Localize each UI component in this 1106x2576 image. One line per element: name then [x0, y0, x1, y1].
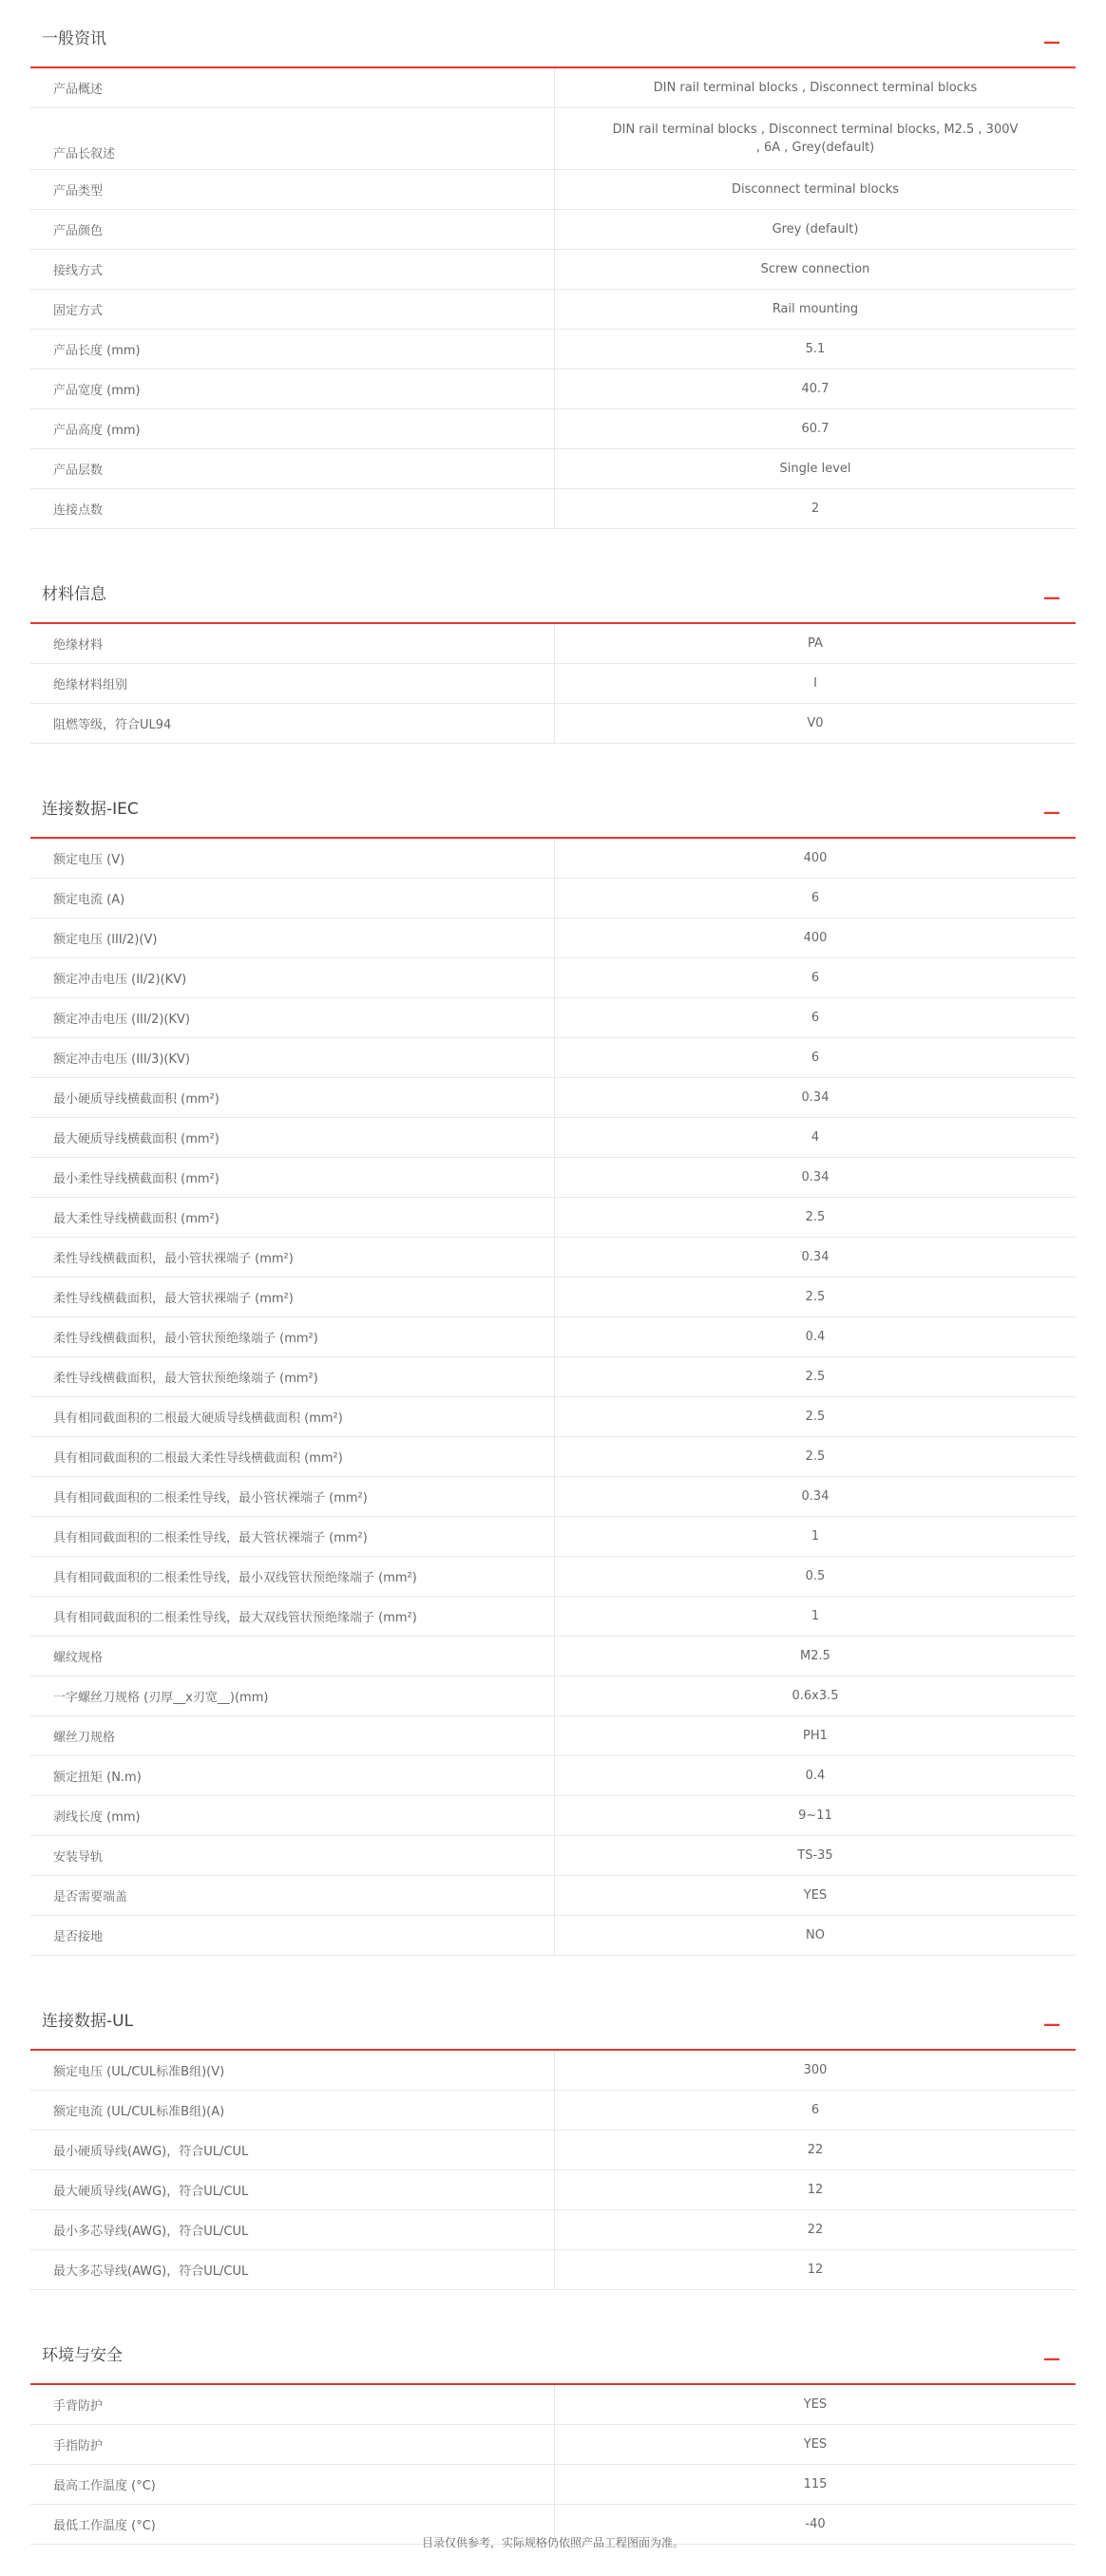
spec-key: 具有相同截面积的二根最大柔性导线横截面积 (mm²) — [30, 1437, 555, 1477]
collapse-toggle-icon[interactable]: — — [1043, 32, 1060, 52]
table-row — [30, 919, 1076, 958]
spec-value: 0.5 — [555, 1557, 1077, 1597]
table-row — [30, 1198, 1076, 1238]
collapse-toggle-icon[interactable]: — — [1043, 2015, 1060, 2035]
spec-key: 是否需要端盖 — [30, 1876, 555, 1916]
table-row — [30, 210, 1076, 250]
spec-value: -40 — [555, 2505, 1077, 2545]
spec-table — [30, 68, 1076, 529]
table-row — [30, 958, 1076, 998]
spec-value: PH1 — [555, 1716, 1077, 1756]
spec-key: 具有相同截面积的二根柔性导线，最小管状裸端子 (mm²) — [30, 1477, 555, 1517]
table-row — [30, 1916, 1076, 1956]
spec-value: V0 — [555, 704, 1077, 744]
spec-key: 最大硬质导线横截面积 (mm²) — [30, 1118, 555, 1158]
spec-key: 绝缘材料 — [30, 624, 555, 664]
spec-value: TS-35 — [555, 1836, 1077, 1876]
spec-key: 产品长度 (mm) — [30, 330, 555, 369]
section-header — [30, 770, 1076, 839]
spec-key: 额定冲击电压 (III/3)(KV) — [30, 1038, 555, 1078]
table-row — [30, 1517, 1076, 1557]
spec-key: 螺纹规格 — [30, 1637, 555, 1676]
spec-key: 柔性导线横截面积，最小管状预绝缘端子 (mm²) — [30, 1317, 555, 1357]
section-header — [30, 556, 1076, 624]
spec-key: 产品概述 — [30, 68, 555, 108]
spec-value: 22 — [555, 2210, 1077, 2250]
spec-key: 具有相同截面积的二根柔性导线，最小双线管状预绝缘端子 (mm²) — [30, 1557, 555, 1597]
table-row — [30, 664, 1076, 704]
table-row — [30, 1676, 1076, 1716]
spec-key: 是否接地 — [30, 1916, 555, 1956]
spec-key: 螺丝刀规格 — [30, 1716, 555, 1756]
table-row — [30, 1796, 1076, 1836]
spec-key: 最大硬质导线(AWG)，符合UL/CUL — [30, 2170, 555, 2210]
table-row — [30, 879, 1076, 919]
table-row — [30, 1038, 1076, 1078]
collapse-toggle-icon[interactable]: — — [1043, 2349, 1060, 2369]
spec-value: YES — [555, 2425, 1077, 2465]
spec-value: 1 — [555, 1517, 1077, 1557]
spec-key: 额定电流 (A) — [30, 879, 555, 919]
spec-value: 2.5 — [555, 1397, 1077, 1437]
table-row — [30, 1397, 1076, 1437]
table-row — [30, 1716, 1076, 1756]
spec-value: 2.5 — [555, 1437, 1077, 1477]
spec-value: 5.1 — [555, 330, 1077, 369]
table-row — [30, 409, 1076, 449]
section-title: 一般资讯 — [42, 29, 106, 48]
section-environment-safety — [30, 2317, 1076, 2545]
spec-key: 产品高度 (mm) — [30, 409, 555, 449]
spec-key: 最小多芯导线(AWG)，符合UL/CUL — [30, 2210, 555, 2250]
spec-value: 400 — [555, 919, 1077, 958]
table-row — [30, 170, 1076, 210]
spec-value: I — [555, 664, 1077, 704]
spec-table — [30, 2385, 1076, 2545]
spec-key: 额定冲击电压 (II/2)(KV) — [30, 958, 555, 998]
spec-value: 9~11 — [555, 1796, 1077, 1836]
table-row — [30, 2250, 1076, 2290]
spec-table — [30, 2051, 1076, 2290]
section-header — [30, 1982, 1076, 2051]
table-row — [30, 369, 1076, 409]
collapse-toggle-icon[interactable]: — — [1043, 803, 1060, 823]
spec-key: 固定方式 — [30, 290, 555, 330]
table-row — [30, 1876, 1076, 1916]
spec-value: 0.34 — [555, 1078, 1077, 1118]
spec-key: 具有相同截面积的二根柔性导线，最大双线管状预绝缘端子 (mm²) — [30, 1597, 555, 1637]
table-row — [30, 1597, 1076, 1637]
spec-value: 400 — [555, 839, 1077, 879]
spec-value: 6 — [555, 879, 1077, 919]
section-connection-iec — [30, 770, 1076, 1956]
table-row — [30, 1557, 1076, 1597]
table-row — [30, 1158, 1076, 1198]
spec-key: 连接点数 — [30, 489, 555, 529]
spec-key: 最大柔性导线横截面积 (mm²) — [30, 1198, 555, 1238]
table-row — [30, 2465, 1076, 2505]
table-row — [30, 839, 1076, 879]
footer-disclaimer: 目录仅供参考，实际规格仍依照产品工程图面为准。 — [421, 2536, 684, 2549]
section-general-info — [30, 0, 1076, 529]
spec-value: 0.4 — [555, 1317, 1077, 1357]
spec-value: 4 — [555, 1118, 1077, 1158]
spec-value: 2.5 — [555, 1198, 1077, 1238]
spec-key: 柔性导线横截面积，最大管状裸端子 (mm²) — [30, 1278, 555, 1317]
spec-table — [30, 624, 1076, 744]
spec-key: 产品宽度 (mm) — [30, 369, 555, 409]
table-row — [30, 250, 1076, 290]
table-row — [30, 2425, 1076, 2465]
table-row — [30, 2131, 1076, 2170]
spec-key: 阻燃等级，符合UL94 — [30, 704, 555, 744]
section-title: 连接数据-UL — [42, 2012, 134, 2031]
table-row — [30, 1637, 1076, 1676]
spec-value: 6 — [555, 2091, 1077, 2131]
spec-key: 柔性导线横截面积，最大管状预绝缘端子 (mm²) — [30, 1357, 555, 1397]
table-row — [30, 330, 1076, 369]
spec-table — [30, 839, 1076, 1956]
table-row — [30, 1437, 1076, 1477]
spec-value: 1 — [555, 1597, 1077, 1637]
table-row — [30, 1756, 1076, 1796]
spec-key: 额定冲击电压 (III/2)(KV) — [30, 998, 555, 1038]
spec-key: 最大多芯导线(AWG)，符合UL/CUL — [30, 2250, 555, 2290]
spec-value: DIN rail terminal blocks , Disconnect terminal blocks — [555, 68, 1077, 108]
spec-key: 具有相同截面积的二根柔性导线，最大管状裸端子 (mm²) — [30, 1517, 555, 1557]
spec-key: 柔性导线横截面积，最小管状裸端子 (mm²) — [30, 1238, 555, 1278]
spec-key: 安装导轨 — [30, 1836, 555, 1876]
table-row — [30, 2170, 1076, 2210]
section-title: 环境与安全 — [42, 2346, 123, 2365]
spec-value: 6 — [555, 998, 1077, 1038]
spec-key: 最小硬质导线(AWG)，符合UL/CUL — [30, 2131, 555, 2170]
table-row — [30, 449, 1076, 489]
collapse-toggle-icon[interactable]: — — [1043, 588, 1060, 608]
spec-key: 绝缘材料组别 — [30, 664, 555, 704]
spec-value: YES — [555, 2385, 1077, 2425]
section-title: 材料信息 — [42, 585, 106, 604]
table-row — [30, 108, 1076, 170]
table-row — [30, 1317, 1076, 1357]
section-header — [30, 0, 1076, 68]
spec-value: DIN rail terminal blocks , Disconnect terminal blocks, M2.5 , 300V , 6A , Grey(default) — [555, 108, 1077, 170]
spec-key: 接线方式 — [30, 250, 555, 290]
section-material-info — [30, 556, 1076, 744]
table-row — [30, 1118, 1076, 1158]
table-row — [30, 624, 1076, 664]
table-row — [30, 2385, 1076, 2425]
spec-key: 手指防护 — [30, 2425, 555, 2465]
section-header — [30, 2317, 1076, 2385]
spec-key: 额定电压 (V) — [30, 839, 555, 879]
spec-key: 最小硬质导线横截面积 (mm²) — [30, 1078, 555, 1118]
spec-key: 具有相同截面积的二根最大硬质导线横截面积 (mm²) — [30, 1397, 555, 1437]
section-title: 连接数据-IEC — [42, 800, 139, 819]
spec-key: 最小柔性导线横截面积 (mm²) — [30, 1158, 555, 1198]
spec-value: 115 — [555, 2465, 1077, 2505]
table-row — [30, 1357, 1076, 1397]
spec-value: Screw connection — [555, 250, 1077, 290]
spec-value: 2.5 — [555, 1278, 1077, 1317]
table-row — [30, 1278, 1076, 1317]
spec-value: 0.6x3.5 — [555, 1676, 1077, 1716]
spec-value: 0.34 — [555, 1477, 1077, 1517]
table-row — [30, 1477, 1076, 1517]
spec-value: 300 — [555, 2051, 1077, 2091]
section-connection-ul — [30, 1982, 1076, 2290]
spec-value: 40.7 — [555, 369, 1077, 409]
table-row — [30, 2210, 1076, 2250]
spec-value: 6 — [555, 1038, 1077, 1078]
spec-key: 手背防护 — [30, 2385, 555, 2425]
spec-key: 一字螺丝刀规格 (刃厚__x刃宽__)(mm) — [30, 1676, 555, 1716]
spec-key: 最高工作温度 (°C) — [30, 2465, 555, 2505]
spec-key: 剥线长度 (mm) — [30, 1796, 555, 1836]
spec-key: 额定电压 (UL/CUL标准B组)(V) — [30, 2051, 555, 2091]
spec-key: 额定电流 (UL/CUL标准B组)(A) — [30, 2091, 555, 2131]
spec-value: 0.34 — [555, 1158, 1077, 1198]
spec-key: 最低工作温度 (°C) — [30, 2505, 555, 2545]
spec-value: 60.7 — [555, 409, 1077, 449]
spec-value: 6 — [555, 958, 1077, 998]
spec-value: 22 — [555, 2131, 1077, 2170]
table-row — [30, 489, 1076, 529]
spec-key: 额定扭矩 (N.m) — [30, 1756, 555, 1796]
table-row — [30, 2091, 1076, 2131]
table-row — [30, 2051, 1076, 2091]
table-row — [30, 290, 1076, 330]
spec-page — [30, 0, 1076, 2571]
spec-value: YES — [555, 1876, 1077, 1916]
spec-value: 12 — [555, 2170, 1077, 2210]
spec-key: 产品长叙述 — [30, 108, 555, 170]
table-row — [30, 1238, 1076, 1278]
table-row — [30, 68, 1076, 108]
spec-value: Grey (default) — [555, 210, 1077, 250]
spec-value: PA — [555, 624, 1077, 664]
spec-value: 0.34 — [555, 1238, 1077, 1278]
spec-value: 12 — [555, 2250, 1077, 2290]
spec-key: 产品层数 — [30, 449, 555, 489]
spec-value: NO — [555, 1916, 1077, 1956]
table-row — [30, 1836, 1076, 1876]
spec-value: Single level — [555, 449, 1077, 489]
table-row — [30, 998, 1076, 1038]
spec-key: 额定电压 (III/2)(V) — [30, 919, 555, 958]
table-row — [30, 704, 1076, 744]
spec-value: M2.5 — [555, 1637, 1077, 1676]
spec-key: 产品类型 — [30, 170, 555, 210]
spec-value: 2 — [555, 489, 1077, 529]
spec-key: 产品颜色 — [30, 210, 555, 250]
spec-value: Rail mounting — [555, 290, 1077, 330]
spec-value: 2.5 — [555, 1357, 1077, 1397]
spec-value: Disconnect terminal blocks — [555, 170, 1077, 210]
table-row — [30, 1078, 1076, 1118]
spec-value: 0.4 — [555, 1756, 1077, 1796]
